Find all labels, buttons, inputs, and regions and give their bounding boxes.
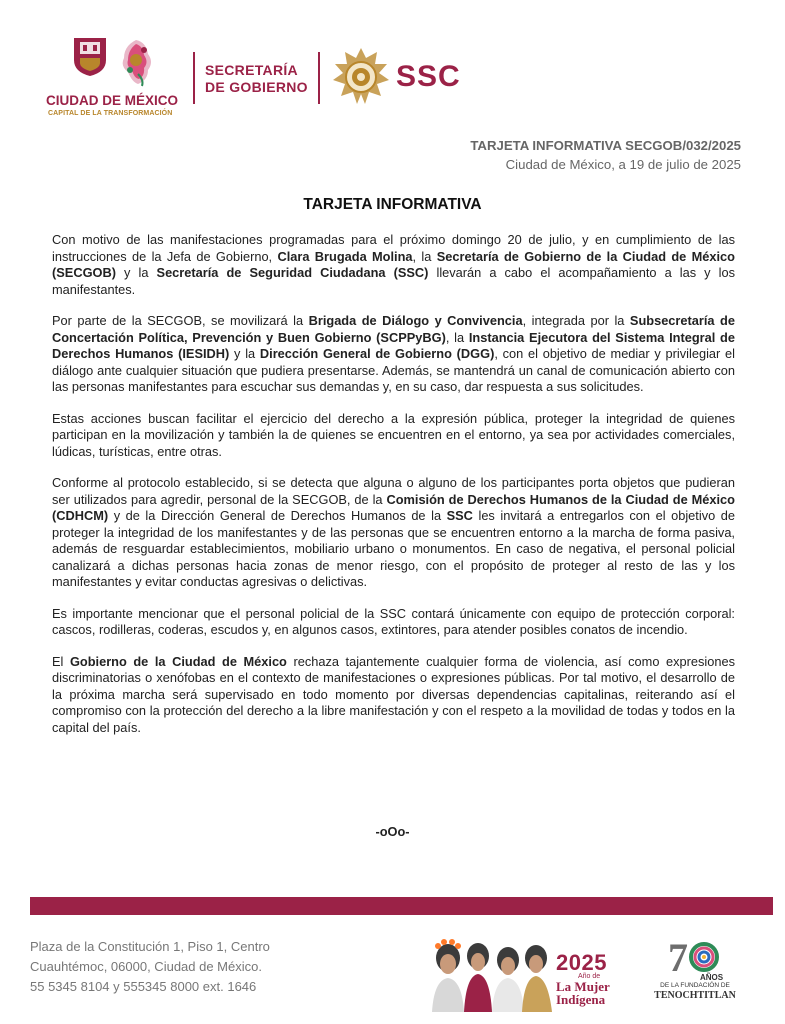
bold-run: Comisión de Derechos Humanos de la Ciudad de México (CDHCM) (52, 491, 735, 523)
cdmx-flower-icon (114, 36, 158, 88)
bold-run: Gobierno de la Ciudad de México (69, 653, 287, 669)
closing-mark: -oOo- (375, 824, 410, 839)
year-woman-logo (556, 950, 610, 1007)
paragraph-4 (52, 475, 735, 591)
ssc-badge-icon (331, 48, 391, 108)
year-subtitle: Año de (578, 973, 601, 980)
indigenous-women-illustration-icon (430, 936, 554, 1012)
text-run: , la (445, 329, 469, 345)
document-title: TARJETA INFORMATIVA (303, 196, 482, 213)
text-run: , la (412, 248, 437, 264)
paragraph-6 (52, 654, 735, 737)
text-run: , integrada por la (522, 313, 630, 328)
secgob-line-2: DE GOBIERNO (205, 79, 308, 95)
svg-text:7: 7 (668, 937, 688, 977)
bold-run: Clara Brugada Molina (277, 248, 413, 264)
secgob-logo-text (205, 62, 308, 96)
text-run: El (52, 653, 70, 669)
paragraph-2 (52, 313, 735, 396)
text-run: Por parte de la SECGOB, se movilizará la (52, 313, 309, 328)
cdmx-shield-icon (72, 36, 108, 78)
place-date: Ciudad de México, a 19 de julio de 2025 (505, 157, 741, 172)
phone-line: 55 5345 8104 y 555345 8000 ext. 1646 (30, 979, 257, 994)
anniversary-line-2: TENOCHTITLAN (654, 990, 736, 1001)
paragraph-3: Estas acciones buscan facilitar el ejercicio del derecho a la expresión pública, proteger la integridad de quienes participan en la movilización y también la de quienes se encuentren en el entorno, ya sea por actividades comerciales, lúdicas, turísticas, entre otras. (52, 410, 735, 459)
year-title-line-1: La Mujer (556, 979, 610, 994)
bold-run: Subsecretaría de Concertación Política, Prevención y Buen Gobierno (SCPPyBG) (52, 313, 735, 345)
tenochtitlan-anniversary-logo (644, 937, 746, 1017)
cdmx-name: CIUDAD DE MÉXICO (46, 93, 179, 108)
text-run: Conforme al protocolo establecido, si se detecta que alguna o alguno de los participantes porta objetos que pudieran ser utilizados para agredir, personal de la SECGOB, de la (52, 475, 735, 507)
paragraph-1 (52, 232, 735, 298)
secgob-line-1: SECRETARÍA (205, 62, 298, 78)
paragraph-5: Es importante mencionar que el personal policial de la SSC contará únicamente con equipo de protección corporal: cascos, rodilleras, coderas, escudos y, en algunos casos, extintores, para atender posibles conatos de incendio. (52, 605, 735, 637)
anniversary-70-icon (668, 937, 722, 977)
year-title-line-2: Indígena (556, 992, 606, 1007)
address-line-2: Cuauhtémoc, 06000, Ciudad de México. (30, 959, 262, 974)
text-run: y la (116, 265, 157, 280)
bold-run: Dirección General de Gobierno (DGG) (259, 346, 495, 361)
document-header (0, 0, 785, 130)
footer-address (30, 937, 270, 997)
header-divider (318, 52, 320, 104)
bold-run: Instancia Ejecutora del Sistema Integral de Derechos Humanos (IESIDH) (52, 329, 735, 361)
ssc-logo-text: SSC (396, 60, 461, 93)
footer-bar (30, 897, 773, 915)
text-run: Con motivo de las manifestaciones programadas para el próximo domingo 20 de julio, y en cumplimiento de las instrucciones de la Jefa de Gobierno, (52, 232, 735, 264)
bold-run: SSC (446, 508, 473, 523)
reference-code: TARJETA INFORMATIVA SECGOB/032/2025 (470, 138, 741, 153)
address-line-1: Plaza de la Constitución 1, Piso 1, Centro (30, 939, 270, 954)
bold-run: Secretaría de Gobierno de la Ciudad de México (SECGOB) (52, 248, 735, 280)
reference-block (470, 136, 741, 174)
text-run: llevarán a cabo el acompañamiento a las y los manifestantes. (52, 265, 735, 297)
year-title (556, 980, 610, 1006)
bold-run: Brigada de Diálogo y Convivencia (308, 313, 523, 328)
year-number: 2025 (556, 950, 607, 975)
text-run: y de la Dirección General de Derechos Humanos de la (108, 508, 447, 523)
text-run: , con el objetivo de mediar y privilegiar el diálogo ante cualquier situación que pudiera presentarse. Además, se mantendrá un canal de comunicación abierto con las personas manifestantes para escuchar sus demandas y, en su caso, dar respuesta a sus solicitudes. (52, 346, 735, 394)
header-divider (193, 52, 195, 104)
anniversary-years-label: AÑOS (700, 973, 724, 982)
document-body (52, 232, 735, 751)
text-run: rechaza tajantemente cualquier forma de violencia, así como expresiones discriminatorias o xenófobas en el contexto de manifestaciones o expresiones públicas. Por tal motivo, el desarrollo de la próxima marcha será supervisado en todo momento por diversas dependencias capitalinas, reiterando así el compromiso con la protección del derecho a la libre manifestación y con el respeto a la movilidad de todas y todos en la capital del país. (52, 653, 735, 735)
cdmx-logo (46, 36, 186, 122)
anniversary-line-1: DE LA FUNDACIÓN DE (660, 982, 730, 989)
text-run: les invitará a entregarlos con el objetivo de proteger la integridad de los manifestantes y de las personas que se encuentren entorno a la marcha de forma pasiva, además de resguardar establecimientos, mobiliario urbano o monumentos. En caso de negativa, el personal policial canalizará a dichas personas hacia zonas de menor riesgo, con el propósito de proteger al resto de las y los manifestantes y evitar conductas agresivas o delictivas. (52, 508, 735, 589)
cdmx-tagline: CAPITAL DE LA TRANSFORMACIÓN (48, 110, 173, 117)
text-run: y la (229, 346, 260, 361)
bold-run: Secretaría de Seguridad Ciudadana (SSC) (156, 265, 429, 280)
